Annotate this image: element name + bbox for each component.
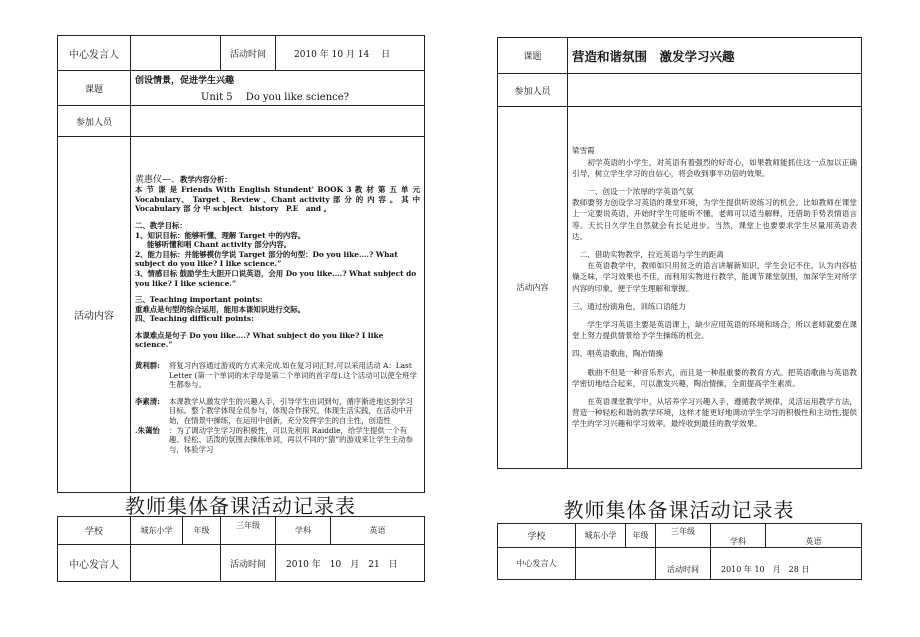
- right-activity-label: 活动内容: [498, 107, 568, 469]
- left-topic-label: 课题: [58, 71, 131, 106]
- left-goal-2: 2、能力目标：并能够模仿学说 Target 部分的句型：Do you like….? What subject do you like? I like science.”: [135, 249, 398, 269]
- right-para-1: 初学英语的小学生，对英语有着强烈的好奇心，如果教师能抓住这一点加以正确引导，树立学生学习的自信心，将会收到事半功倍的效果。: [572, 157, 857, 178]
- left-goal-1b: 能够听懂和唱 Chant activity 部分内容。: [147, 240, 292, 250]
- left-speaker-label: 中心发言人: [58, 36, 131, 71]
- left-goals-heading: 二、教学目标：: [135, 220, 187, 230]
- left-analysis-heading: 教学内容分析：: [180, 174, 232, 184]
- left-bottom-speaker-label: 中心发言人: [58, 545, 131, 582]
- left-grade-value: 三年级: [221, 517, 276, 545]
- left-difficult-text: 本课难点是句子 Do you like….? What subject do you like? I like science.”: [135, 330, 384, 350]
- left-topic-line1: 创设情景，促进学生兴趣: [135, 76, 235, 86]
- right-para-3: 在英语教学中，教师如只用贫乏的语言讲解新知识，学生会记不住，认为内容枯燥乏味，学习效果也不佳，而利用实物进行教学，能调节课堂氛围，加深学生对所学内容的印象，便于学生理解和掌握。: [572, 261, 857, 293]
- right-content-speaker: 梁雪霞: [572, 146, 595, 156]
- right-heading-4: 四、唱英语歌曲，陶冶情操: [572, 349, 664, 359]
- right-para-2: 教师要努力创设学习英语的课堂环境，为学生提供听说练习的机会。比如教师在课堂上一定要说英语，开始时学生可能听不懂，老师可以适当解释，还借助手势表情语言等。天长日久学生自然就会有长足进步。当然，课堂上也要要求学生尽量用英语表达。: [572, 198, 857, 241]
- right-bottom-table: [497, 523, 862, 580]
- left-bottom-speaker-value: [131, 545, 221, 582]
- left-activity-content: [131, 137, 425, 493]
- right-topic-label: 课题: [498, 38, 568, 74]
- left-comment-1: [135, 361, 420, 390]
- left-topic-line2: Unit 5 Do you like science?: [201, 92, 350, 103]
- right-heading-1: 一、创设一个浓厚的学英语气氛: [587, 186, 694, 196]
- right-activity-content: [568, 107, 862, 469]
- left-activity-date: 2010 年 10 月 14 日: [276, 36, 425, 71]
- right-heading-3: 三、通过扮演角色，训练口语能力: [572, 301, 686, 311]
- left-points-heading: 三、Teaching important points:: [135, 295, 263, 305]
- left-difficult-heading: 四、Teaching difficult points:: [135, 314, 254, 324]
- left-activity-label: 活动内容: [58, 137, 131, 493]
- right-bottom-speaker-label: 中心发言人: [498, 548, 576, 580]
- right-grade-value: 三年级: [656, 524, 711, 548]
- right-bottom-date: 2010 年 10 月 28 日: [711, 548, 862, 580]
- left-speaker-line: [135, 175, 420, 186]
- left-comment-3-name: .朱蔼怡: [135, 425, 160, 435]
- left-comment-1-name: 黄利群:: [135, 361, 160, 371]
- right-form-title: 教师集体备课活动记录表: [563, 498, 795, 522]
- right-para-6: 在英语课堂教学中，从培养学习兴趣入手，遵循教学规律，灵活运用教学方法，营造一种轻松和谐的教学环境，这样才能更好地调动学生学习的积极性和主动性,提供学生的学习兴趣和学习效率。最终收到最佳的教学效果。: [572, 397, 857, 429]
- right-record-table: [497, 37, 862, 469]
- right-subject-value: 英语: [766, 524, 862, 548]
- left-comment-2-name: 李素清:: [135, 396, 160, 406]
- left-comment-3: [135, 426, 420, 455]
- left-bottom-table: [57, 516, 425, 582]
- left-comment-2: [135, 397, 420, 426]
- left-bottom-date: 2010 年 10 月 21 日: [276, 545, 425, 582]
- right-subject-label: 学科: [711, 524, 766, 548]
- left-content-speaker: 黄惠仪—、: [135, 174, 181, 185]
- right-heading-2: 二、借助实物教学，拉近英语与学生的距离: [579, 249, 724, 259]
- left-speaker-value: [131, 36, 221, 71]
- left-form-title: 教师集体备课活动记录表: [125, 494, 356, 518]
- left-analysis-text: 本 节 课 是 Friends With English Stundent' BOOK 3 教 材 第 五 单 元 Vocabulary、 Target 、Review 、Chant activity 部 分 的 内 容 。 其 中 Vocabulary 部 分 中 scbject history P.E and 。: [135, 185, 420, 214]
- left-participants-label: 参加人员: [58, 106, 131, 137]
- left-activity-time-label: 活动时间: [221, 36, 276, 71]
- right-topic-value: 营造和谐氛围 激发学习兴趣: [568, 38, 862, 74]
- left-goal-1: 1、知识目标：能够听懂、理解 Target 中的内容。: [135, 230, 306, 240]
- right-para-4: 学生学习英语主要是英语课上，缺少应用英语的环境和场合，所以老师就要在课堂上努力提供情景给予学生操练的机会。: [572, 320, 857, 341]
- left-points-text: 重难点是句型的综合运用，能用本课知识进行交际。: [135, 304, 305, 314]
- left-school-value: 城东小学: [131, 517, 183, 545]
- left-record-table: [57, 35, 425, 493]
- left-school-label: 学校: [58, 517, 131, 545]
- left-comment-2-text: 本课教学从激发学生的兴趣入手，引导学生由词到句，循序渐进地达到学习目标。整个教学体现全员参与，体现合作探究，体现生活实践，在活动中开始，在情景中操练，在运用中创新，充分发挥学生的自主性，创造性: [169, 396, 413, 426]
- right-grade-label: 年级: [626, 524, 656, 548]
- left-topic-cell: [131, 71, 425, 106]
- right-participants-label: 参加人员: [498, 74, 568, 107]
- left-comment-3-text: ：为了调动学生学习的积极性，可以先利用 Raiddle，给学生提供一个有趣、轻松、活泼的氛围去操练单词，再以不同的“猜”的游戏来让学生主动参与，体验学习: [169, 425, 414, 454]
- left-bottom-activity-time-label: 活动时间: [221, 545, 276, 582]
- left-subject-value: 英语: [331, 517, 425, 545]
- left-goal-3: 3、情感目标 鼓励学生大胆开口说英语，会用 Do you like….? What subject do you like? I like science.”: [135, 268, 417, 288]
- right-para-5: 歌曲不但是一种音乐形式，而且是一种很重要的教育方式。把英语歌曲与英语教学密切地结合起来，可以激发兴趣，陶冶情操，全面提高学生素质。: [572, 367, 857, 388]
- left-grade-label: 年级: [183, 517, 221, 545]
- right-participants-value: [568, 74, 862, 107]
- right-school-label: 学校: [498, 524, 576, 548]
- left-subject-label: 学科: [276, 517, 331, 545]
- left-comment-1-text: 将复习内容通过游戏的方式来完成.如在复习词汇时,可以采用活动 A：Last Letter (第一个单词的末字母是第二个单词的首字母).这个活动可以使全班学生都参与。: [169, 361, 417, 390]
- right-bottom-activity-time-label: 活动时间: [656, 548, 711, 580]
- right-bottom-speaker-value: [576, 548, 656, 580]
- left-participants-value: [131, 106, 425, 137]
- right-school-value: 城东小学: [576, 524, 626, 548]
